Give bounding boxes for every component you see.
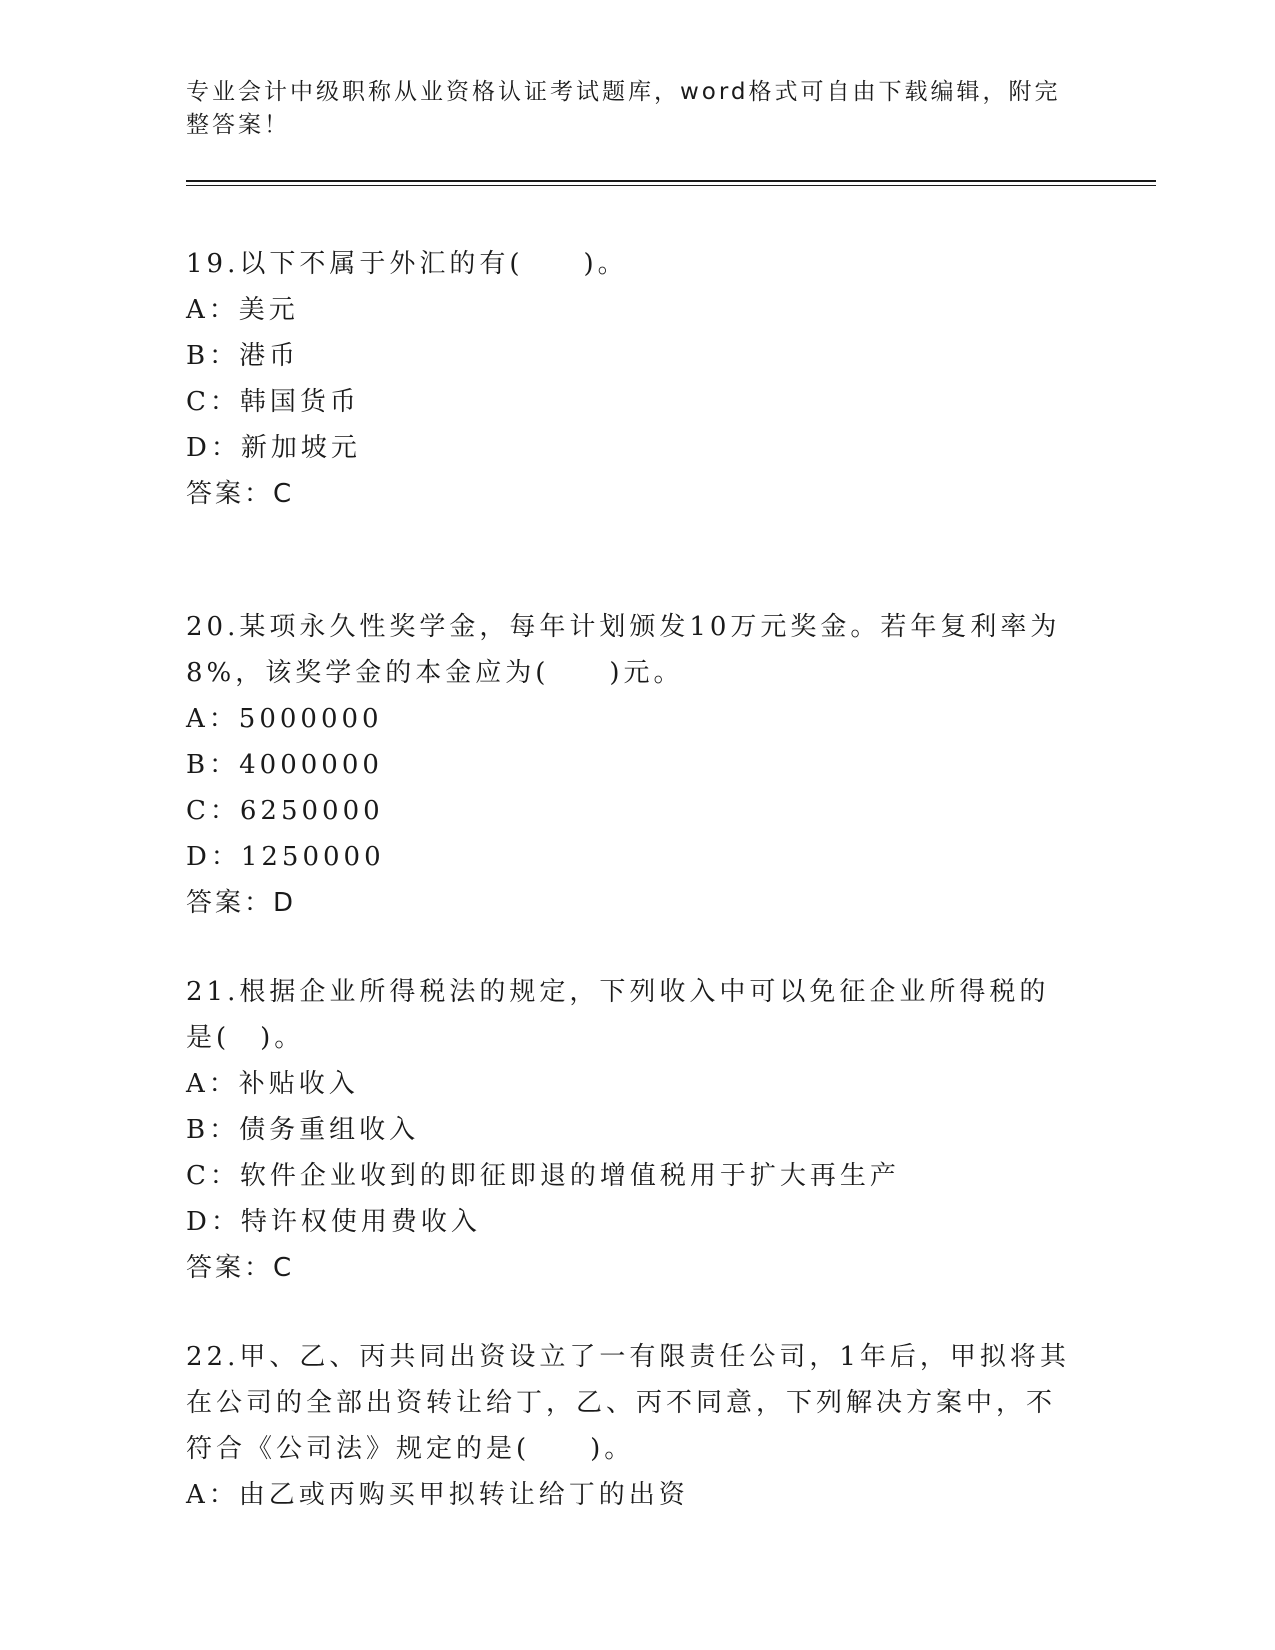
- option-c: C：6250000: [186, 796, 384, 826]
- question-stem: 21.根据企业所得税法的规定，下列收入中可以免征企业所得税的是( )。: [186, 977, 1050, 1053]
- option-b: B：港币: [186, 341, 300, 371]
- document-page: [186, 76, 1156, 1510]
- document-header: 专业会计中级职称从业资格认证考试题库，word格式可自由下载编辑，附完整答案！: [186, 79, 1061, 138]
- question-21: [186, 969, 1076, 1291]
- option-d: D：1250000: [186, 842, 385, 872]
- option-a: A：补贴收入: [186, 1069, 359, 1099]
- header-divider: [186, 180, 1156, 186]
- option-b: B：4000000: [186, 750, 383, 780]
- question-20: [186, 604, 1076, 926]
- option-c: C：软件企业收到的即征即退的增值税用于扩大再生产: [186, 1161, 900, 1191]
- answer-line: 答案：D: [186, 888, 297, 918]
- question-stem: 22.甲、乙、丙共同出资设立了一有限责任公司，1年后，甲拟将其在公司的全部出资转让给丁，乙、丙不同意，下列解决方案中，不符合《公司法》规定的是( )。: [186, 1342, 1070, 1464]
- answer-line: 答案：C: [186, 1253, 295, 1283]
- option-d: D：特许权使用费收入: [186, 1207, 481, 1237]
- question-stem: 20.某项永久性奖学金，每年计划颁发10万元奖金。若年复利率为8%，该奖学金的本金应为( )元。: [186, 612, 1061, 688]
- option-a: A：5000000: [186, 704, 383, 734]
- question-stem: 19.以下不属于外汇的有( )。: [186, 249, 628, 279]
- option-b: B：债务重组收入: [186, 1115, 420, 1145]
- option-a: A：美元: [186, 295, 299, 325]
- answer-line: 答案：C: [186, 479, 295, 509]
- question-22: [186, 1334, 1076, 1518]
- option-d: D：新加坡元: [186, 433, 361, 463]
- question-19: [186, 241, 1076, 517]
- option-a: A：由乙或丙购买甲拟转让给丁的出资: [186, 1480, 689, 1510]
- option-c: C：韩国货币: [186, 387, 360, 417]
